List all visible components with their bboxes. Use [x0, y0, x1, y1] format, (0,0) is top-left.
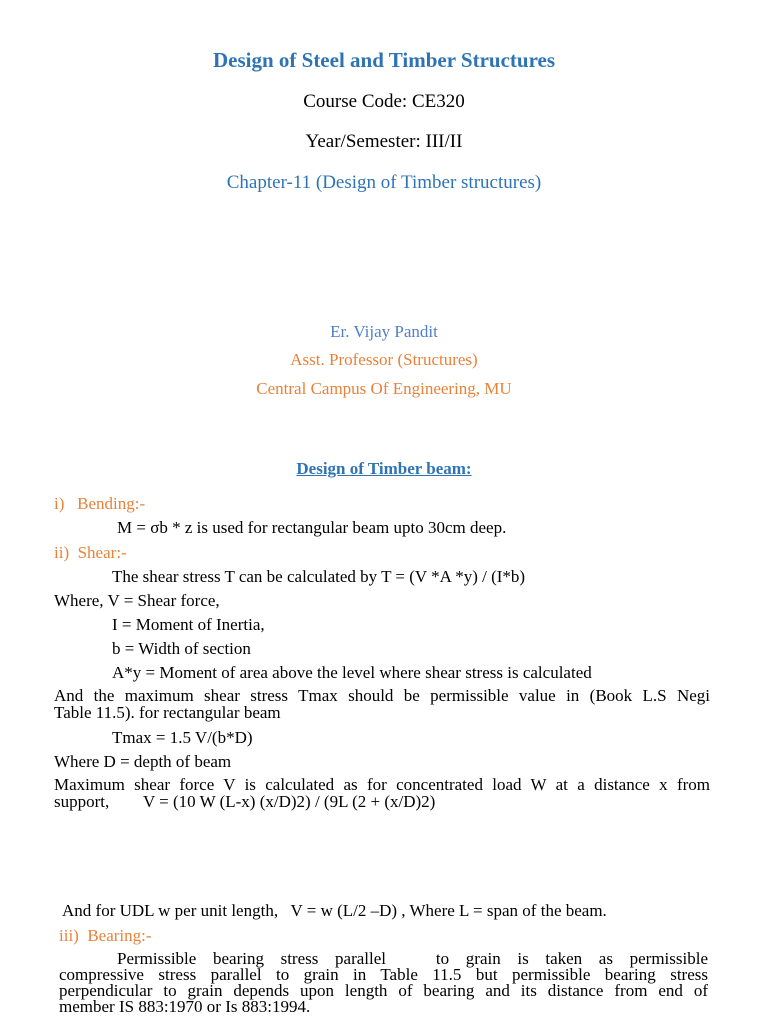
section-heading: Design of Timber beam: [296, 459, 472, 478]
udl-formula: And for UDL w per unit length, V = w (L/2 –D) , Where L = span of the beam. [62, 901, 607, 920]
where-v: Where, V = Shear force, [54, 591, 220, 610]
year-semester: Year/Semester: III/II [305, 131, 463, 152]
where-d: Where D = depth of beam [54, 752, 232, 771]
course-code: Course Code: CE320 [303, 91, 465, 112]
bearing-line-4: member IS 883:1970 or Is 883:1994. [59, 997, 311, 1016]
where-b: b = Width of section [112, 639, 251, 658]
max-shear-line-2: Table 11.5). for rectangular beam [54, 703, 281, 722]
document-title: Design of Steel and Timber Structures [212, 48, 556, 72]
author-position: Asst. Professor (Structures) [290, 350, 478, 369]
author-name: Er. Vijay Pandit [330, 322, 438, 341]
max-force-line-1: Maximum shear force V is calculated as for concentrated load W at a distance x from [54, 775, 710, 794]
shear-intro: The shear stress T can be calculated by T = (V *A *y) / (I*b) [112, 567, 526, 586]
bearing-line-1: Permissible bearing stress parallel to grain is taken as permissible [117, 949, 708, 968]
max-force-line-2: support, V = (10 W (L-x) (x/D)2) / (9L (2 + (x/D)2) [54, 792, 436, 811]
where-ay: A*y = Moment of area above the level where shear stress is calculated [112, 663, 592, 682]
tmax-formula: Tmax = 1.5 V/(b*D) [112, 728, 253, 747]
bearing-label: iii) Bearing:- [59, 926, 152, 945]
bearing-line-2: compressive stress parallel to grain in Table 11.5 but permissible bearing stress [59, 965, 708, 984]
shear-label: ii) Shear:- [54, 543, 127, 562]
where-i: I = Moment of Inertia, [112, 615, 265, 634]
bending-label: i) Bending:- [54, 494, 146, 513]
bending-formula: M = σb * z is used for rectangular beam upto 30cm deep. [117, 518, 507, 537]
max-shear-line-1: And the maximum shear stress Tmax should be permissible value in (Book L.S Negi [54, 686, 710, 705]
chapter-title: Chapter-11 (Design of Timber structures) [226, 172, 542, 193]
author-institution: Central Campus Of Engineering, MU [256, 379, 512, 398]
bearing-line-3: perpendicular to grain depends upon length of bearing and its distance from end of [59, 981, 708, 1000]
